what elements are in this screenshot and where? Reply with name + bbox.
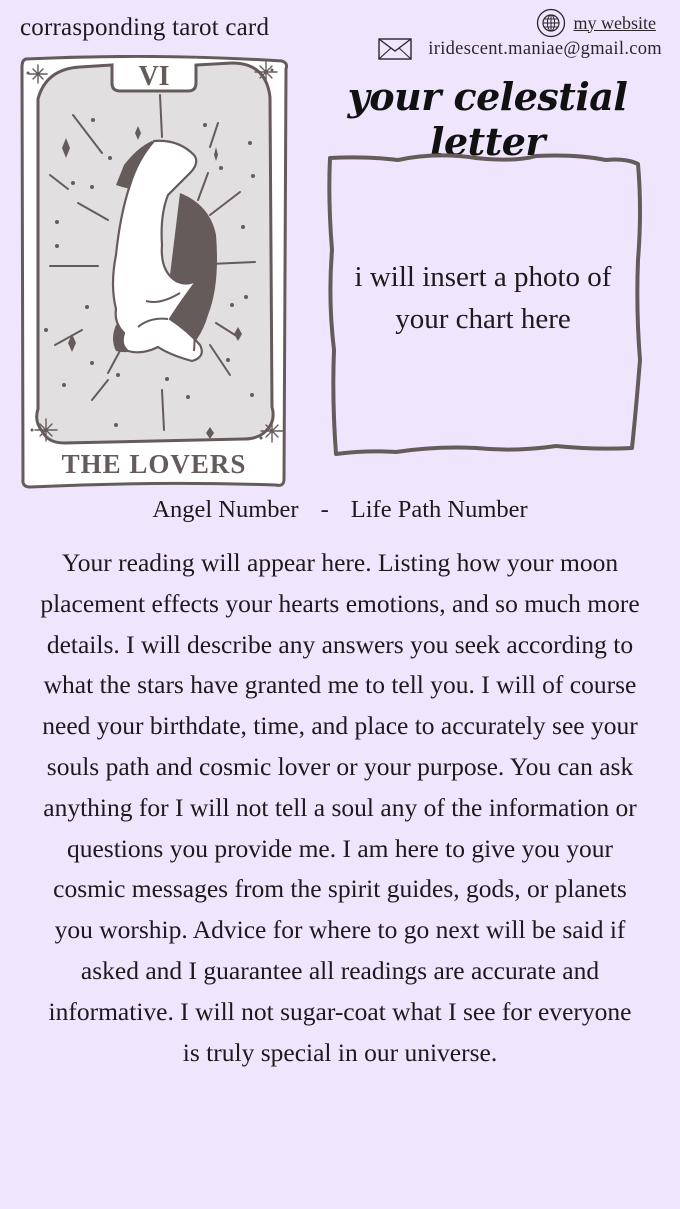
reading-text: Your reading will appear here. Listing how your moon placement effects your hearts emotions, and so much more details. I will describe any answers you seek according to what the stars have granted me to tell you. I will of course need your birthdate, time, and place to accurately see your souls path and cosmic lover or your purpose. You can ask anything for I will not tell a soul any of the information or questions you provide me. I am here to give you your cosmic messages from the spirit guides, gods, or planets you worship. Advice for where to go next will be said if asked and I guarantee all readings are accurate and informative. I will not sugar-coat what I see for everyone is truly special in our universe. [40, 548, 640, 1067]
page-title: your celestial letter [347, 74, 628, 164]
tarot-card-label: corrasponding tarot card [20, 14, 270, 41]
tarot-card-name: THE LOVERS [61, 449, 247, 479]
tarot-card-illustration [20, 55, 288, 490]
numbers-row [0, 496, 680, 524]
chart-placeholder-text: i will insert a photo of your chart here [354, 261, 612, 335]
tarot-card [20, 55, 288, 490]
website-link-label[interactable]: my website [573, 12, 656, 33]
tarot-numeral: VI [138, 61, 170, 92]
life-path-number-label: Life Path Number [350, 496, 528, 523]
numbers-separator: - [320, 496, 329, 523]
website-link[interactable] [536, 8, 657, 38]
angel-number-label: Angel Number [152, 496, 299, 523]
email-contact[interactable] [378, 38, 662, 60]
envelope-icon [378, 38, 412, 60]
globe-icon [536, 8, 566, 38]
email-address[interactable]: iridescent.maniae@gmail.com [428, 38, 662, 59]
